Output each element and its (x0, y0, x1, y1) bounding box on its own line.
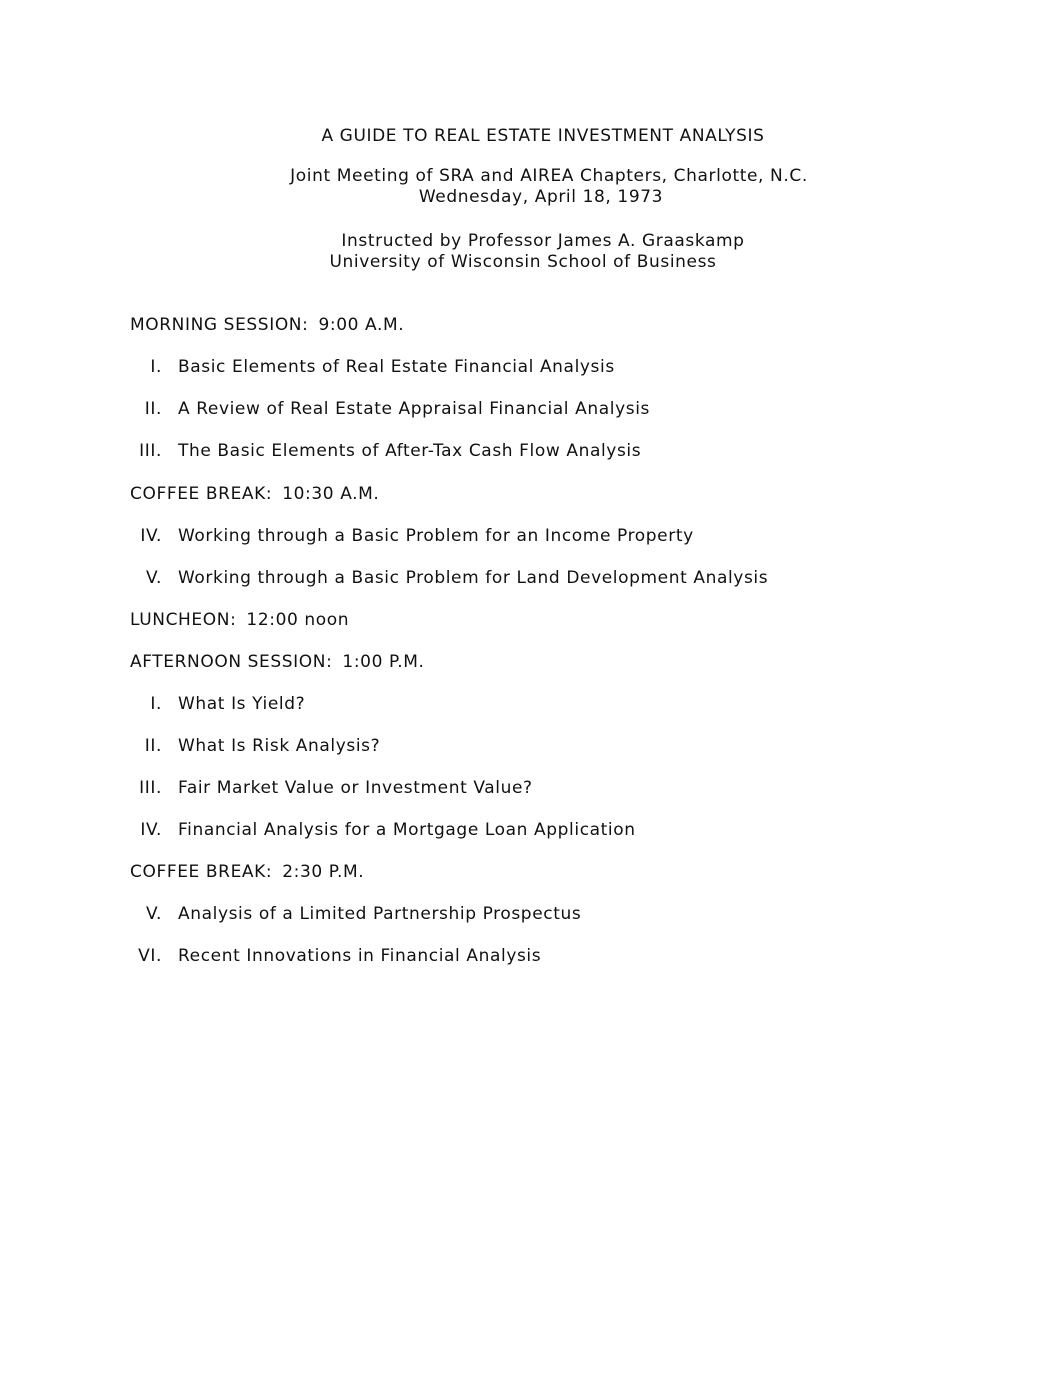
break-label: COFFEE BREAK: (130, 484, 273, 504)
item-text: Analysis of a Limited Partnership Prospectus (178, 904, 582, 924)
agenda-item (130, 694, 305, 714)
item-number: III. (139, 778, 162, 798)
item-number: II. (144, 399, 162, 419)
session-time: 9:00 A.M. (318, 315, 405, 335)
luncheon-label: LUNCHEON: (130, 610, 237, 630)
item-text: Basic Elements of Real Estate Financial Analysis (178, 357, 615, 377)
coffee-break-heading (130, 484, 379, 504)
item-text: Working through a Basic Problem for an Income Property (178, 526, 694, 546)
agenda-item (130, 820, 636, 840)
item-text: A Review of Real Estate Appraisal Financial Analysis (178, 399, 650, 419)
document-title: A GUIDE TO REAL ESTATE INVESTMENT ANALYSIS (321, 126, 765, 146)
agenda-item (130, 568, 768, 588)
affiliation-line: University of Wisconsin School of Business (329, 252, 717, 272)
agenda-item (130, 441, 641, 461)
meeting-date: Wednesday, April 18, 1973 (418, 187, 664, 207)
break-label: COFFEE BREAK: (130, 862, 273, 882)
session-label: AFTERNOON SESSION: (130, 652, 333, 672)
agenda-item (130, 778, 533, 798)
item-text: Recent Innovations in Financial Analysis (178, 946, 542, 966)
item-number: V. (145, 568, 162, 588)
item-text: What Is Risk Analysis? (178, 736, 381, 756)
break-time: 10:30 A.M. (282, 484, 380, 504)
agenda-item (130, 904, 581, 924)
luncheon-time: 12:00 noon (246, 610, 350, 630)
agenda-item (130, 357, 615, 377)
item-text: Financial Analysis for a Mortgage Loan Application (178, 820, 636, 840)
item-text: The Basic Elements of After-Tax Cash Flow Analysis (178, 441, 642, 461)
agenda-item (130, 946, 541, 966)
instructor-line: Instructed by Professor James A. Graaskamp (341, 231, 745, 251)
luncheon-heading (130, 610, 349, 630)
agenda-item (130, 736, 380, 756)
agenda-item (130, 526, 694, 546)
session-label: MORNING SESSION: (130, 315, 309, 335)
session-time: 1:00 P.M. (342, 652, 425, 672)
item-number: IV. (140, 820, 162, 840)
item-number: VI. (138, 946, 162, 966)
item-number: V. (145, 904, 162, 924)
morning-session-heading (130, 315, 404, 335)
item-number: I. (150, 694, 162, 714)
item-number: I. (150, 357, 162, 377)
item-number: II. (144, 736, 162, 756)
agenda-item (130, 399, 650, 419)
break-time: 2:30 P.M. (282, 862, 365, 882)
meeting-info: Joint Meeting of SRA and AIREA Chapters, Charlotte, N.C. (290, 166, 808, 186)
item-number: III. (139, 441, 162, 461)
afternoon-session-heading (130, 652, 424, 672)
coffee-break-heading (130, 862, 364, 882)
item-text: Fair Market Value or Investment Value? (178, 778, 533, 798)
item-number: IV. (140, 526, 162, 546)
item-text: Working through a Basic Problem for Land Development Analysis (178, 568, 769, 588)
item-text: What Is Yield? (178, 694, 306, 714)
